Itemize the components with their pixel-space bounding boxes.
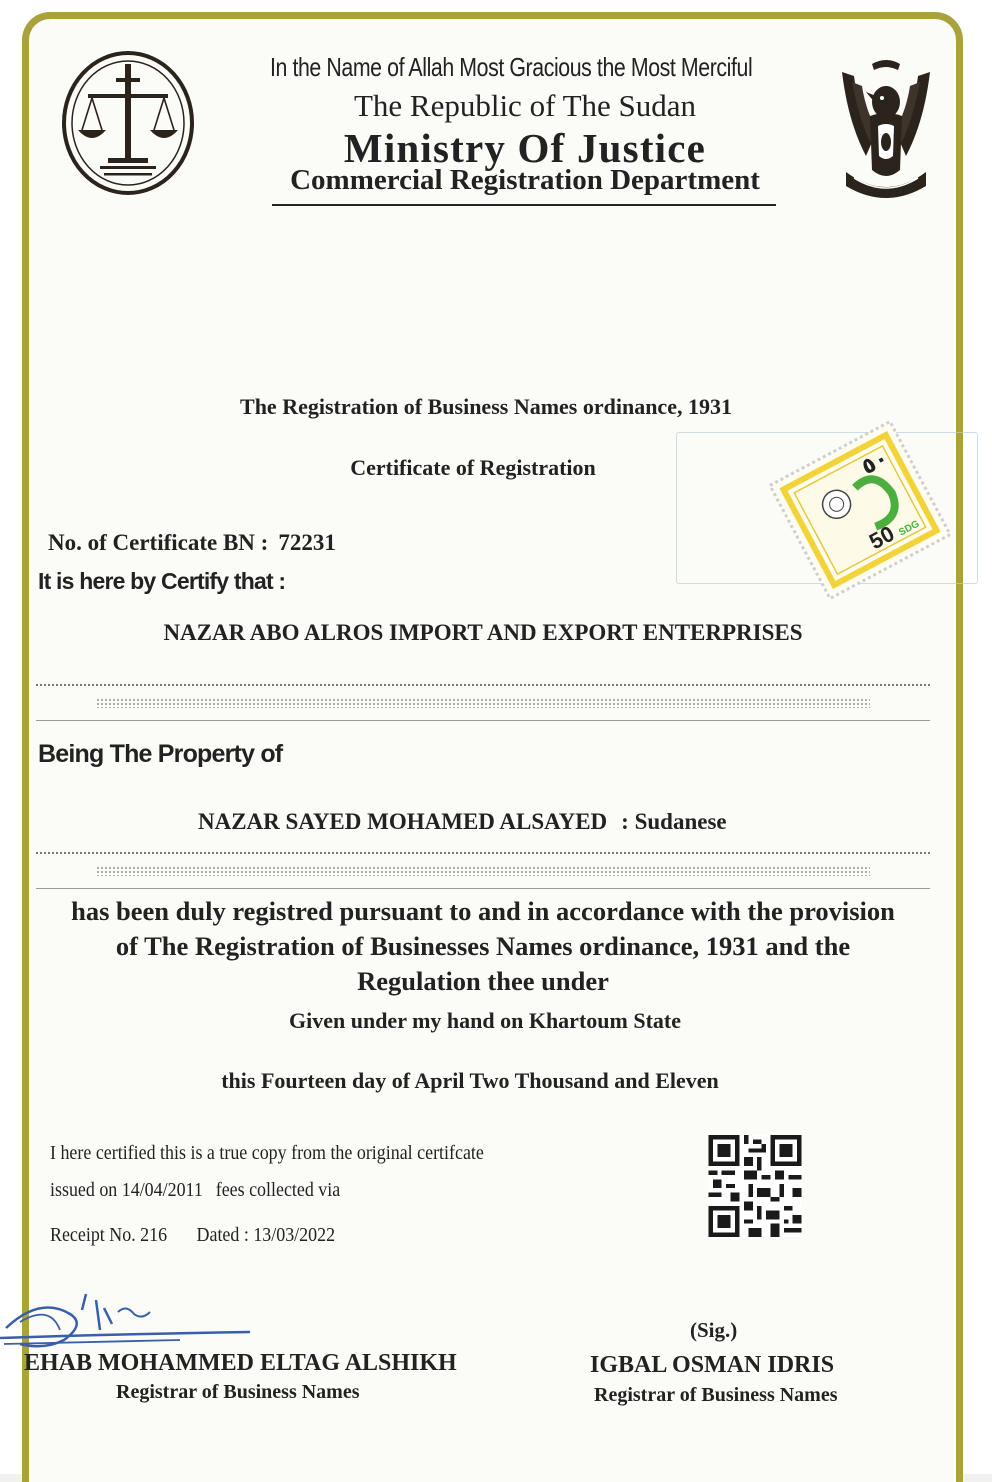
dotted-divider: [36, 684, 930, 686]
sig-mark: (Sig.): [690, 1318, 738, 1342]
stamp-currency: SDG: [897, 518, 922, 539]
receipt-date: Dated : 13/03/2022: [196, 1225, 336, 1246]
issued-row: [50, 1180, 340, 1202]
certificate-number-label: No. of Certificate BN :: [48, 530, 269, 555]
ordinance-title: The Registration of Business Names ordinance, 1931: [240, 394, 732, 419]
header-ministry: Ministry Of Justice: [343, 125, 707, 171]
header-invocation: In the Name of Allah Most Gracious the Most Merciful: [270, 52, 753, 82]
revenue-stamp-icon: [660, 410, 980, 640]
body-line-3: Regulation thee under: [357, 966, 609, 996]
true-copy-statement: I here certified this is a true copy from the original certifcate: [50, 1143, 484, 1164]
scales-of-justice-seal-icon: [60, 50, 196, 196]
owner-nationality: : Sudanese: [621, 809, 727, 834]
company-name: NAZAR ABO ALROS IMPORT AND EXPORT ENTERPRISES: [163, 620, 803, 645]
right-signatory-role: Registrar of Business Names: [594, 1384, 838, 1406]
body-line-2: of The Registration of Businesses Names ordinance, 1931 and the: [115, 931, 851, 961]
header-divider: [272, 204, 776, 206]
receipt-row: [50, 1225, 335, 1247]
owner-name: NAZAR SAYED MOHAMED ALSAYED: [198, 809, 608, 834]
header-department: Commercial Registration Department: [290, 164, 760, 196]
certificate-number: 72231: [278, 530, 336, 555]
receipt-number: Receipt No. 216: [50, 1225, 168, 1246]
issued-date: issued on 14/04/2011: [50, 1180, 203, 1201]
body-line-1: has been duly registred pursuant to and in accordance with the provision: [71, 896, 895, 926]
header-republic: The Republic of The Sudan: [353, 88, 697, 123]
dotted-band: [96, 698, 870, 708]
stamp-arabic-value: ٥٠: [857, 445, 893, 481]
certificate-number-row: [38, 530, 336, 556]
left-signatory-name: EHAB MOHAMMED ELTAG ALSHIKH: [24, 1350, 457, 1376]
certificate-title: Certificate of Registration: [350, 455, 596, 480]
right-signatory-name: IGBAL OSMAN IDRIS: [590, 1352, 835, 1378]
dotted-divider: [36, 852, 930, 854]
property-label: Being The Property of: [38, 740, 283, 768]
divider-line: [36, 888, 930, 889]
dotted-band: [96, 866, 870, 876]
fees-collected: fees collected via: [215, 1180, 341, 1201]
owner-row: [198, 809, 727, 835]
left-signatory-role: Registrar of Business Names: [116, 1381, 360, 1403]
sudan-emblem-icon: [832, 52, 940, 210]
qr-code-icon: [708, 1135, 802, 1237]
given-under-hand: Given under my hand on Khartoum State: [289, 1008, 681, 1033]
issue-date-words: this Fourteen day of April Two Thousand and Eleven: [221, 1068, 719, 1093]
stamp-value: 50: [865, 520, 899, 555]
divider-line: [36, 720, 930, 721]
certify-statement: It is here by Certify that :: [38, 568, 286, 594]
